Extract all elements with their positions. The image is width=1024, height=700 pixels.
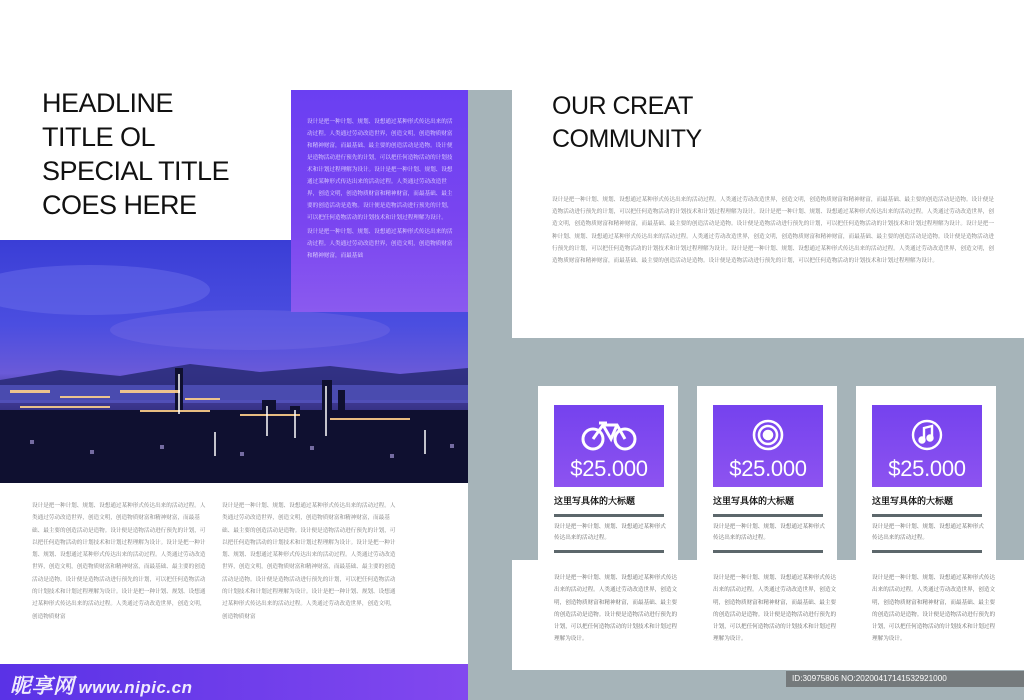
target-icon (752, 419, 784, 451)
divider (872, 550, 982, 553)
community-title (552, 90, 998, 156)
card-subtitle: 这里写具体的大标题 (713, 496, 795, 506)
divider (713, 514, 823, 517)
bicycle-icon (581, 419, 637, 451)
price-box (872, 405, 982, 487)
image-id-label: ID:30975806 NO:20200417141532921000 (786, 671, 1024, 687)
community-title-line: COMMUNITY (552, 125, 702, 153)
music-icon (911, 419, 943, 451)
watermark-brand: 昵享网 (10, 675, 75, 698)
card-body-text: 设计是把一种计划、规划、设想通过某种形式传达出来的活动过程。人类通过劳动改造世界，创造文明，创造物质财富和精神财富，而最基础、最主要的创造活动是造物。设计便是造物活动进行预先的计划，可以把任何造物活动的计划技术和计划过程理解为设计。 (713, 575, 837, 643)
card-summary: 设计是把一种计划、规划、设想通过某种形式传达出来的活动过程。 (872, 524, 984, 541)
price-label: $25.000 (729, 456, 807, 481)
headline (42, 86, 229, 222)
price-box (713, 405, 823, 487)
purple-text-panel (291, 90, 468, 312)
price-box (554, 405, 664, 487)
card-summary: 设计是把一种计划、规划、设想通过某种形式传达出来的活动过程。 (713, 524, 825, 541)
community-body-text: 设计是把一种计划、规划、设想通过某种形式传达出来的活动过程。人类通过劳动改造世界，创造文明，创造物质财富和精神财富，而最基础、最主要的创造活动是造物。设计便是造物活动进行预先的计划，可以把任何造物活动的计划技术和计划过程理解为设计。设计是把一种计划、规划、设想通过某种形式传达出来的活动过程。人类通过劳动改造世界，创造文明，创造物质财富和精神财富，而最基础、最主要的创造活动是造物。设计便是造物活动进行预先的计划，可以把任何造物活动的计划技术和计划过程理解为设计。设计是把一种计划、规划、设想通过某种形式传达出来的活动过程。人类通过劳动改造世界，创造文明，创造物质财富和精神财富，而最基础、最主要的创造活动是造物。设计便是造物活动进行预先的计划，可以把任何造物活动的计划技术和计划过程理解为设计。设计是把一种计划、规划、设想通过某种形式传达出来的活动过程。人类通过劳动改造世界，创造文明，创造物质财富和精神财富，而最基础、最主要的创造活动是造物。设计便是造物活动进行预先的计划，可以把任何造物活动的计划技术和计划过程理解为设计。 (552, 197, 994, 265)
headline-line: TITLE OL (42, 122, 156, 152)
watermark-url: www.nipic.cn (78, 678, 193, 697)
card-subtitle: 这里写具体的大标题 (872, 496, 954, 506)
community-section (512, 52, 1024, 338)
headline-line: HEADLINE (42, 88, 174, 118)
community-title-line: OUR CREAT (552, 92, 693, 120)
price-label: $25.000 (888, 456, 966, 481)
headline-line: SPECIAL TITLE (42, 156, 230, 186)
headline-line: COES HERE (42, 190, 197, 220)
card-subtitle: 这里写具体的大标题 (554, 496, 636, 506)
left-body-column: 设计是把一种计划、规划、设想通过某种形式传达出来的活动过程。人类通过劳动改造世界，创造文明，创造物质财富和精神财富，而最基础、最主要的创造活动是造物。设计便是造物活动进行预先的计划，可以把任何造物活动的计划技术和计划过程理解为设计。设计是把一种计划、规划、设想通过某种形式传达出来的活动过程。人类通过劳动改造世界，创造文明，创造物质财富和精神财富，而最基础、最主要的创造活动是造物。设计便是造物活动进行预先的计划，可以把任何造物活动的计划技术和计划过程理解为设计。设计是把一种计划、规划、设想通过某种形式传达出来的活动过程。人类通过劳动改造世界，创造文明，创造物质财富 (32, 503, 206, 620)
divider (872, 514, 982, 517)
divider (554, 550, 664, 553)
watermark-logo (10, 670, 193, 700)
price-label: $25.000 (570, 456, 648, 481)
purple-paragraph: 设计是把一种计划、规划、设想通过某种形式传达出来的活动过程。人类通过劳动改造世界，创造文明，创造物质财富和精神财富，而最基础 (307, 229, 453, 259)
card-body-text: 设计是把一种计划、规划、设想通过某种形式传达出来的活动过程。人类通过劳动改造世界，创造文明，创造物质财富和精神财富，而最基础、最主要的创造活动是造物。设计便是造物活动进行预先的计划，可以把任何造物活动的计划技术和计划过程理解为设计。 (872, 575, 996, 643)
left-body-column: 设计是把一种计划、规划、设想通过某种形式传达出来的活动过程。人类通过劳动改造世界，创造文明，创造物质财富和精神财富，而最基础、最主要的创造活动是造物。设计便是造物活动进行预先的计划，可以把任何造物活动的计划技术和计划过程理解为设计。设计是把一种计划、规划、设想通过某种形式传达出来的活动过程。人类通过劳动改造世界，创造文明，创造物质财富和精神财富，而最基础、最主要的创造活动是造物。设计便是造物活动进行预先的计划，可以把任何造物活动的计划技术和计划过程理解为设计。设计是把一种计划、规划、设想通过某种形式传达出来的活动过程。人类通过劳动改造世界，创造文明，创造物质财富 (222, 503, 396, 620)
divider (713, 550, 823, 553)
price-card (538, 386, 678, 560)
price-card (697, 386, 837, 560)
divider (554, 514, 664, 517)
price-card (856, 386, 996, 560)
card-summary: 设计是把一种计划、规划、设想通过某种形式传达出来的活动过程。 (554, 524, 666, 541)
purple-paragraph: 设计是把一种计划、规划、设想通过某种形式传达出来的活动过程。人类通过劳动改造世界，创造文明，创造物质财富和精神财富，而最基础、最主要的创造活动是造物。设计便是造物活动进行预先的计划，可以把任何造物活动的计划技术和计划过程理解为设计。设计是把一种计划、规划、设想通过某种形式传达出来的活动过程。人类通过劳动改造世界，创造文明，创造物质财富和精神财富，而最基础、最主要的创造活动是造物。设计便是造物活动进行预先的计划，可以把任何造物活动的计划技术和计划过程理解为设计。 (307, 119, 453, 221)
card-body-text: 设计是把一种计划、规划、设想通过某种形式传达出来的活动过程。人类通过劳动改造世界，创造文明，创造物质财富和精神财富，而最基础、最主要的创造活动是造物。设计便是造物活动进行预先的计划，可以把任何造物活动的计划技术和计划过程理解为设计。 (554, 575, 678, 643)
